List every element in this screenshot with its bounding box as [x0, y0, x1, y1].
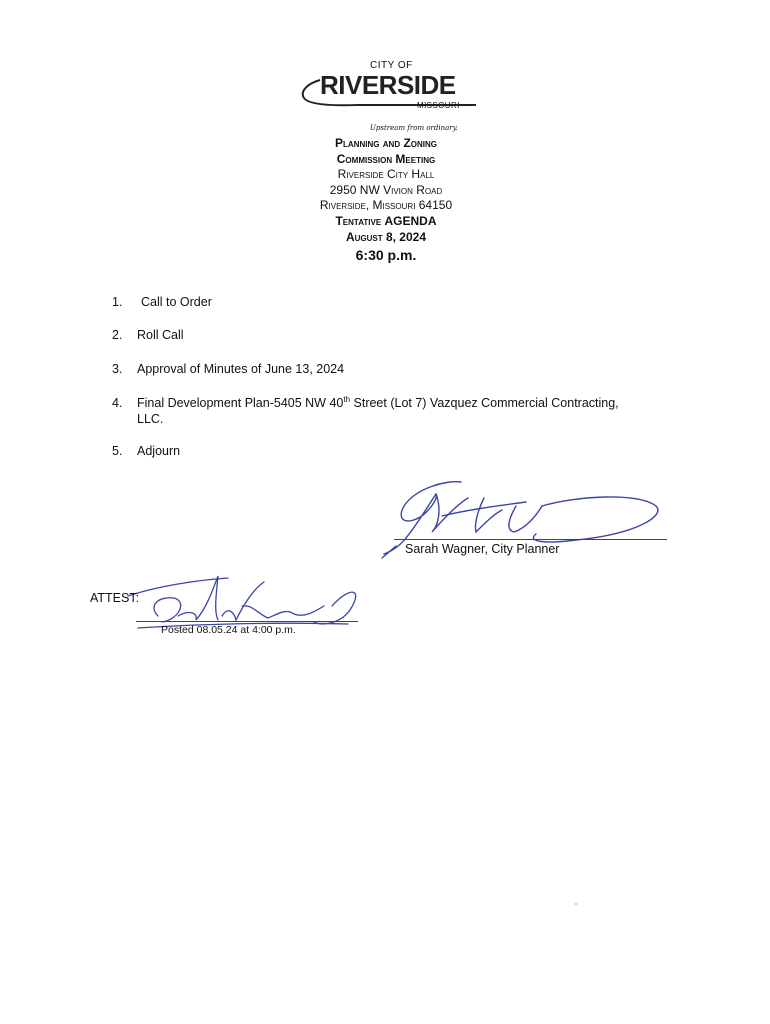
- planner-signature-line: [394, 539, 667, 540]
- header-line-6-rest: AGENDA: [384, 213, 437, 228]
- agenda-item-number: 2.: [112, 328, 123, 342]
- meeting-time: 6:30 p.m.: [355, 247, 417, 264]
- header-line-1: Planning and Zoning: [335, 136, 437, 150]
- agenda-item-text: [137, 395, 692, 411]
- agenda-item-text-a: Final Development Plan-5405 NW 40: [137, 396, 344, 410]
- scan-speck: [575, 903, 577, 905]
- header-line-5: Riverside, Missouri 64150: [319, 198, 453, 213]
- agenda-item-number: 1.: [112, 295, 123, 309]
- header-line-6: [270, 214, 502, 230]
- attest-signature-line: [136, 621, 358, 622]
- logo-city-of: CITY OF: [370, 60, 413, 71]
- riverside-logo: [298, 60, 478, 136]
- header-line-6-prefix: Tentative: [335, 213, 385, 228]
- meeting-date: August 8, 2024: [345, 229, 427, 244]
- agenda-item-text: Call to Order: [141, 295, 212, 309]
- agenda-item-number: 5.: [112, 444, 123, 458]
- agenda-item-sup: th: [343, 394, 351, 404]
- header-line-4: 2950 NW Vivion Road: [329, 182, 443, 197]
- header-line-3: Riverside City Hall: [337, 167, 435, 182]
- agenda-item-text-continued: LLC.: [137, 412, 164, 426]
- agenda-item-text-b: Street (Lot 7) Vazquez Commercial Contracting,: [350, 396, 619, 410]
- header-line-2: Commission Meeting: [336, 151, 436, 166]
- agenda-item-text: Roll Call: [137, 328, 184, 342]
- logo-state: MISSOURI: [417, 101, 460, 110]
- logo-name: RIVERSIDE: [320, 70, 456, 100]
- agenda-item-text: Adjourn: [137, 444, 181, 458]
- posted-note: Posted 08.05.24 at 4:00 p.m.: [161, 624, 296, 636]
- agenda-item-text: Approval of Minutes of June 13, 2024: [137, 362, 345, 376]
- attest-label: ATTEST:: [90, 591, 140, 605]
- agenda-item-number: 4.: [112, 396, 123, 410]
- planner-name: Sarah Wagner, City Planner: [405, 542, 560, 556]
- agenda-item-number: 3.: [112, 362, 123, 376]
- meeting-header: [270, 136, 502, 265]
- logo-tagline: Upstream from ordinary.: [370, 124, 458, 132]
